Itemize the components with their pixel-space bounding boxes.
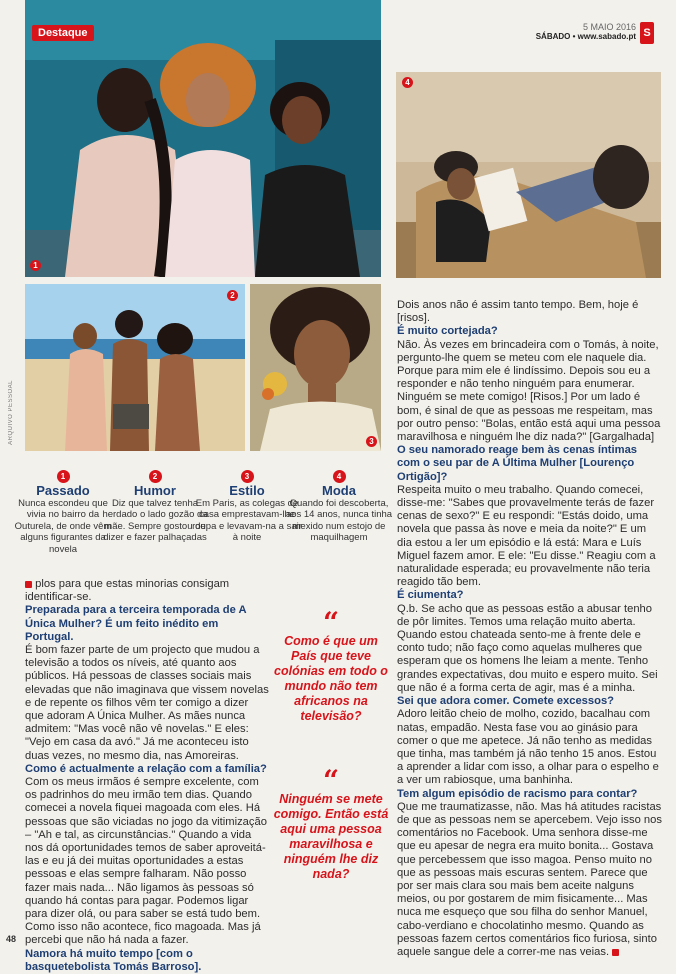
article-left-column xyxy=(25,578,269,974)
question: O seu namorado reage bem às cenas íntimas com o seu par de A Última Mulher [Lourenço Ortigão]? xyxy=(397,444,638,483)
quote-mark-icon: “ xyxy=(322,764,340,797)
caption-text: Quando foi descoberta, aos 14 anos, nunca tinha mexido num estojo de maquilhagem xyxy=(285,497,393,543)
question: Tem algum episódio de racismo para contar? xyxy=(397,787,638,800)
photo-friends xyxy=(25,0,381,277)
photo-credit: ARQUIVO PESSOAL xyxy=(8,380,14,445)
caption-moda xyxy=(284,470,394,544)
photo-badge-3: 3 xyxy=(366,436,377,447)
site-label: SÁBADO • www.sabado.pt xyxy=(535,32,636,41)
answer: Respeita muito o meu trabalho. Quando comecei, disse-me: "Sabes que provavelmente terás de fazer cenas de sexo?" E eu respondi: "Estás doido, uma novela que passa às nove e meia da noite?" E um dia estou a ler um episódio e lá está: Mara e Luís Miguel fazem amor. E ele: "Eu disse." Reagiu com a naturalidade esperada; eu provavelmente não teria reagido tão bem. xyxy=(397,483,656,589)
pull-quote: “ Como é que um País que teve colónias em todo o mundo não tem africanos na televisão? xyxy=(272,612,390,724)
caption-title: Humor xyxy=(134,483,176,498)
photo-reading xyxy=(396,72,661,278)
caption-number: 1 xyxy=(57,470,70,483)
caption-title: Estilo xyxy=(229,483,265,498)
caption-number: 4 xyxy=(333,470,346,483)
caption-text: Diz que talvez tenha herdado o lado gozão da mãe. Sempre gostou de dizer e fazer palhaçadas xyxy=(102,497,208,543)
answer: Que me traumatizasse, não. Mas há atitudes racistas de que as pessoas nem se apercebem. Vejo isso nos comentários no Facebook. Uma senhora disse-me que eu apesar de negra era muito bonita... Gostava que percebessem que isso magoa. Penso muito no que as pessoas mais escuras sentem. Parece que por ser mais clara sou mais bem aceite nalguns meios, ou por gostarem de mim fisicamente... Mas nuca me esqueço que sou filha do senhor Manuel, cabo-verdiano e chocolatinho mesmo. Quando as pessoas fazem certos comentários fico furiosa, sinto aquele sangue dele a correr-me nas veias. xyxy=(397,800,662,958)
photo-portrait xyxy=(250,284,381,451)
caption-title: Moda xyxy=(322,483,356,498)
photo-beach xyxy=(25,284,245,451)
pull-quote: “ Ninguém se mete comigo. Então está aqui uma pessoa maravilhosa e ninguém lhe diz nada? xyxy=(273,764,389,881)
caption-number: 2 xyxy=(149,470,162,483)
photo-badge-1: 1 xyxy=(30,260,41,271)
answer: Q.b. Se acho que as pessoas estão a abusar tenho de pôr limites. Temos uma relação muito aberta. Quando estou chateada sento-me à frente dele e conto tudo; não faço como aquelas mulheres que esperam que os homens lhe leiam a mente. Tenho grandes expectativas, dou muito e espero muito. Sei que não é a forma certa de agir, mas é a minha. xyxy=(397,602,658,694)
answer: Dois anos não é assim tanto tempo. Bem, hoje é [risos]. xyxy=(397,299,639,325)
caption-text: Nunca escondeu que vivia no bairro da Outurela, de onde vêm alguns figurantes da novela xyxy=(14,497,112,555)
magazine-logo-icon: S xyxy=(640,22,654,44)
caption-text: Em Paris, as colegas de casa emprestavam-lhe roupa e levavam-na a sair à noite xyxy=(192,497,302,543)
page-number: 48 xyxy=(6,934,17,944)
photo-badge-2: 2 xyxy=(227,290,238,301)
caption-title: Passado xyxy=(36,483,90,498)
photo-badge-4: 4 xyxy=(402,77,413,88)
paragraph: plos para que estas minorias consigam identificar-se. xyxy=(25,578,230,604)
question: Preparada para a terceira temporada de A Única Mulher? É um feito inédito em Portugal. xyxy=(25,604,247,643)
question: Namora há muito tempo [com o basquetebolista Tomás Barroso]. xyxy=(25,947,202,973)
section-tag: Destaque xyxy=(32,25,94,41)
answer: Com os meus irmãos é sempre excelente, com os padrinhos do meu irmão tem dias. Quando comecei a novela fiquei magoada com eles. Há pessoas que são viciadas no jogo da vitimização – "Ah e tal, as circunstâncias." Quando a vida nos dá oportunidades temos de saber aproveitá-las e eu já dei muitas oportunidades a estas pessoas e elas sempre falharam. Não posso fazer mais nada... Não ligamos às pessoas só quando há contas para pagar. Podemos ligar para dizer olá, ou para saber se está tudo bem. Como isso não acontece, fico magoada. Mas já percebi que não há nada a fazer. xyxy=(25,776,267,947)
caption-number: 3 xyxy=(241,470,254,483)
answer: É bom fazer parte de um projecto que mudou a televisão a todos os níveis, até quanto aos públicos. Há pessoas de classes sociais mais elevadas que não imaginava que vissem novelas e de repente os filhos vêm ter comigo a dizer que adoram A Única Mulher. As mães nunca admitem: "Mas você não vê novelas." E eles: "Vejo em casa da avó." Já me aconteceu isto duas vezes, no mesmo dia, nas Amoreiras. xyxy=(25,644,269,762)
quote-mark-icon: “ xyxy=(322,606,340,639)
question: Como é actualmente a relação com a família? xyxy=(25,762,267,775)
issue-date: 5 MAIO 2016 xyxy=(582,22,636,32)
question: É muito cortejada? xyxy=(397,325,498,338)
continuation-marker-icon xyxy=(25,581,32,588)
question: É ciumenta? xyxy=(397,589,464,602)
question: Sei que adora comer. Comete excessos? xyxy=(397,695,615,708)
answer: Não. Às vezes em brincadeira com o Tomás, à noite, pergunto-lhe quem se meteu com ele naquele dia. Porque para mim ele é lindíssimo. Depois sou eu a responder e não tenho ninguém para enumerar. Ninguém se mete comigo! [Risos.] Por um lado é bom, é sinal de que as pessoas me respeitam, mas por outro penso: "Bolas, então está aqui uma pessoa maravilhosa e ninguém lhe diz nada?" [Gargalhada] xyxy=(397,338,661,444)
answer: Adoro leitão cheio de molho, cozido, bacalhau com natas, empadão. Nesta fase vou ao ginásio para comer o que me apetece. Já não tenho as medidas que tinha, mas também já não tenho 15 anos. Estou a aprender a lidar com isso, a olhar para o espelho e a ver um rabiosque, uma banhinha. xyxy=(397,708,659,787)
article-right-column xyxy=(397,299,662,959)
